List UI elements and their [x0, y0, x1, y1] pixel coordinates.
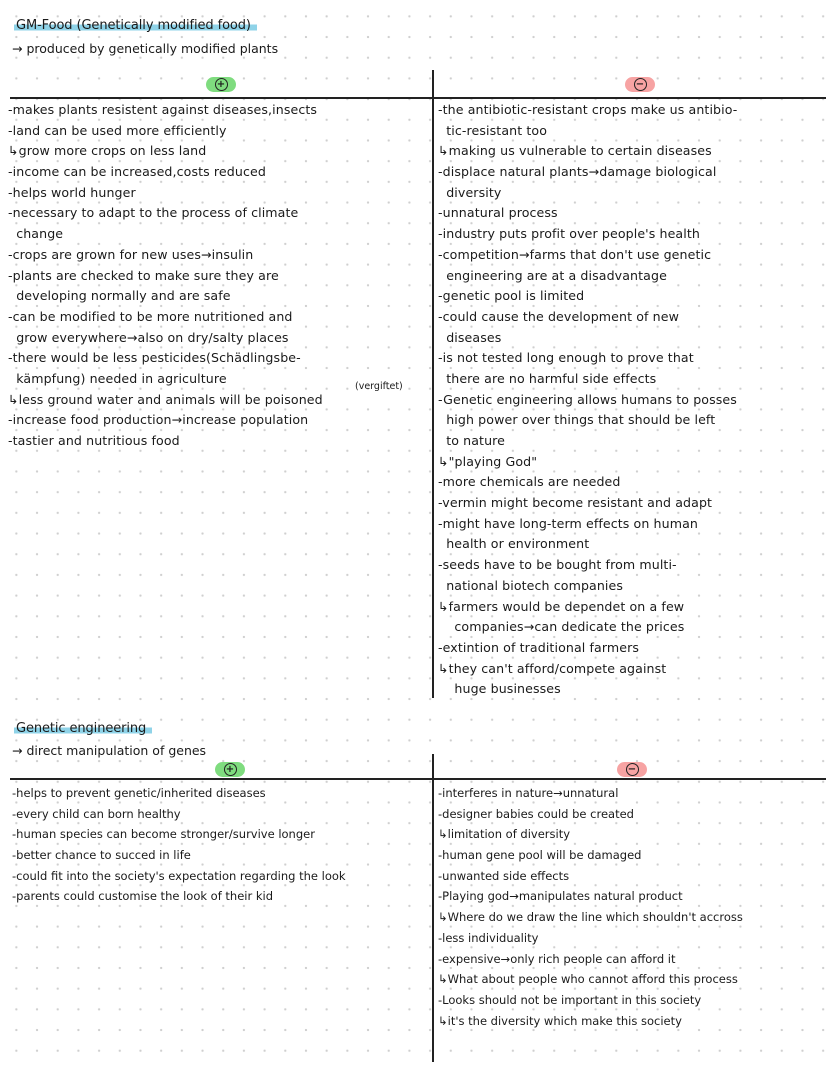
gm-food-pro-item: ↳less ground water and animals will be poisoned: [8, 391, 323, 407]
gm-food-con-item: -seeds have to be bought from multi-: [438, 557, 677, 573]
gm-food-pro-item: -plants are checked to make sure they are: [8, 267, 279, 283]
gm-food-con-item: -might have long-term effects on human: [438, 515, 698, 531]
genetic-engineering-pro-item: -every child can born healthy: [12, 806, 181, 821]
genetic-engineering-con-item: ↳What about people who cannot afford this process: [438, 972, 738, 987]
genetic-engineering-con-item: ↳Where do we draw the line which shouldn't accross: [438, 910, 743, 925]
gm-food-con-item: ↳farmers would be dependet on a few: [438, 598, 685, 614]
gm-food-con-item: -the antibiotic-resistant crops make us antibio-: [438, 102, 738, 117]
gm-food-con-item: -competition→farms that don't use genetic: [438, 246, 712, 262]
genetic-engineering-title: Genetic engineering: [14, 721, 152, 736]
genetic-engineering-cons-list: [438, 783, 826, 1031]
gm-food-con-item: -Genetic engineering allows humans to posses: [438, 391, 737, 407]
gm-food-con-item: -displace natural plants→damage biological: [438, 164, 717, 180]
gm-food-title: GM-Food (Genetically modified food): [14, 18, 257, 33]
gm-food-con-item: diseases: [438, 329, 502, 345]
gm-food-con-item: high power over things that should be left: [438, 412, 716, 428]
genetic-engineering-con-item: -Looks should not be important in this society: [438, 992, 702, 1007]
gm-food-pro-item: -helps world hunger: [8, 184, 136, 200]
plus-icon: +: [224, 763, 237, 776]
gm-food-con-item: -unnatural process: [438, 205, 558, 221]
gm-food-con-item: companies→can dedicate the prices: [438, 619, 685, 635]
gm-food-pros-list: [8, 100, 430, 452]
gm-food-con-item: -more chemicals are needed: [438, 474, 621, 490]
genetic-engineering-con-item: -unwanted side effects: [438, 868, 570, 883]
genetic-engineering-pros-header: [215, 762, 245, 777]
gm-food-pros-note: (vergiftet): [355, 381, 403, 392]
gm-food-cons-list: [438, 100, 826, 700]
gm-food-pro-item: -there would be less pesticides(Schädlingsbe-: [8, 350, 301, 366]
genetic-engineering-con-item: ↳limitation of diversity: [438, 827, 571, 842]
gm-food-pro-item: -land can be used more efficiently: [8, 122, 227, 138]
genetic-engineering-con-item: -expensive→only rich people can afford it: [438, 951, 676, 966]
gm-food-con-item: huge businesses: [438, 681, 561, 697]
genetic-engineering-pro-item: -could fit into the society's expectation regarding the look: [12, 868, 346, 883]
gm-food-con-item: ↳making us vulnerable to certain diseases: [438, 143, 712, 159]
genetic-engineering-pro-item: -better chance to succed in life: [12, 848, 191, 863]
gm-food-pro-item: ↳grow more crops on less land: [8, 143, 207, 159]
gm-food-pro-item: -increase food production→increase population: [8, 412, 309, 428]
gm-food-subtitle: → produced by genetically modified plants: [12, 41, 279, 56]
gm-food-con-item: -vermin might become resistant and adapt: [438, 495, 713, 511]
minus-icon: −: [626, 763, 639, 776]
gm-food-pro-item: -makes plants resistent against diseases,insects: [8, 102, 318, 117]
gm-food-con-item: to nature: [438, 433, 506, 448]
gm-food-table-hline: [10, 97, 826, 99]
gm-food-pro-item: -necessary to adapt to the process of climate: [8, 205, 299, 221]
genetic-engineering-pros-list: [12, 783, 430, 907]
genetic-engineering-con-item: -interferes in nature→unnatural: [438, 786, 619, 800]
genetic-engineering-con-item: -designer babies could be created: [438, 806, 634, 821]
gm-food-pros-header: [206, 77, 236, 92]
gm-food-con-item: -could cause the development of new: [438, 308, 680, 324]
gm-food-con-item: -extintion of traditional farmers: [438, 639, 640, 655]
gm-food-pro-item: grow everywhere→also on dry/salty places: [8, 329, 289, 345]
gm-food-con-item: tic-resistant too: [438, 122, 548, 138]
plus-icon: +: [215, 78, 228, 91]
genetic-engineering-con-item: -human gene pool will be damaged: [438, 848, 642, 863]
genetic-engineering-pro-item: -human species can become stronger/survive longer: [12, 827, 315, 842]
genetic-engineering-table-hline: [10, 778, 826, 780]
gm-food-con-item: diversity: [438, 184, 502, 200]
genetic-engineering-pro-item: -helps to prevent genetic/inherited diseases: [12, 786, 266, 800]
gm-food-pro-item: -tastier and nutritious food: [8, 433, 180, 448]
gm-food-con-item: ↳they can't afford/compete against: [438, 660, 667, 676]
gm-food-con-item: -is not tested long enough to prove that: [438, 350, 694, 366]
gm-food-pro-item: change: [8, 226, 64, 242]
genetic-engineering-con-item: ↳it's the diversity which make this society: [438, 1013, 682, 1028]
minus-icon: −: [634, 78, 647, 91]
gm-food-con-item: health or environment: [438, 536, 590, 552]
genetic-engineering-con-item: -Playing god→manipulates natural product: [438, 889, 683, 904]
gm-food-pro-item: -income can be increased,costs reduced: [8, 164, 266, 180]
gm-food-pro-item: -can be modified to be more nutritioned and: [8, 308, 293, 324]
gm-food-con-item: -genetic pool is limited: [438, 288, 585, 304]
genetic-engineering-table-vline: [432, 754, 434, 1062]
gm-food-pro-item: -crops are grown for new uses→insulin: [8, 246, 254, 262]
genetic-engineering-cons-header: [617, 762, 647, 777]
gm-food-con-item: national biotech companies: [438, 577, 624, 593]
genetic-engineering-subtitle: → direct manipulation of genes: [12, 743, 207, 758]
gm-food-con-item: there are no harmful side effects: [438, 370, 657, 386]
gm-food-pro-item: kämpfung) needed in agriculture: [8, 370, 227, 386]
genetic-engineering-pro-item: -parents could customise the look of their kid: [12, 889, 274, 904]
gm-food-con-item: ↳"playing God": [438, 453, 538, 469]
genetic-engineering-con-item: -less individuality: [438, 930, 539, 945]
gm-food-con-item: -industry puts profit over people's health: [438, 226, 700, 242]
gm-food-con-item: engineering are at a disadvantage: [438, 267, 667, 283]
gm-food-table-vline: [432, 70, 434, 698]
gm-food-pro-item: developing normally and are safe: [8, 288, 231, 304]
gm-food-cons-header: [625, 77, 655, 92]
